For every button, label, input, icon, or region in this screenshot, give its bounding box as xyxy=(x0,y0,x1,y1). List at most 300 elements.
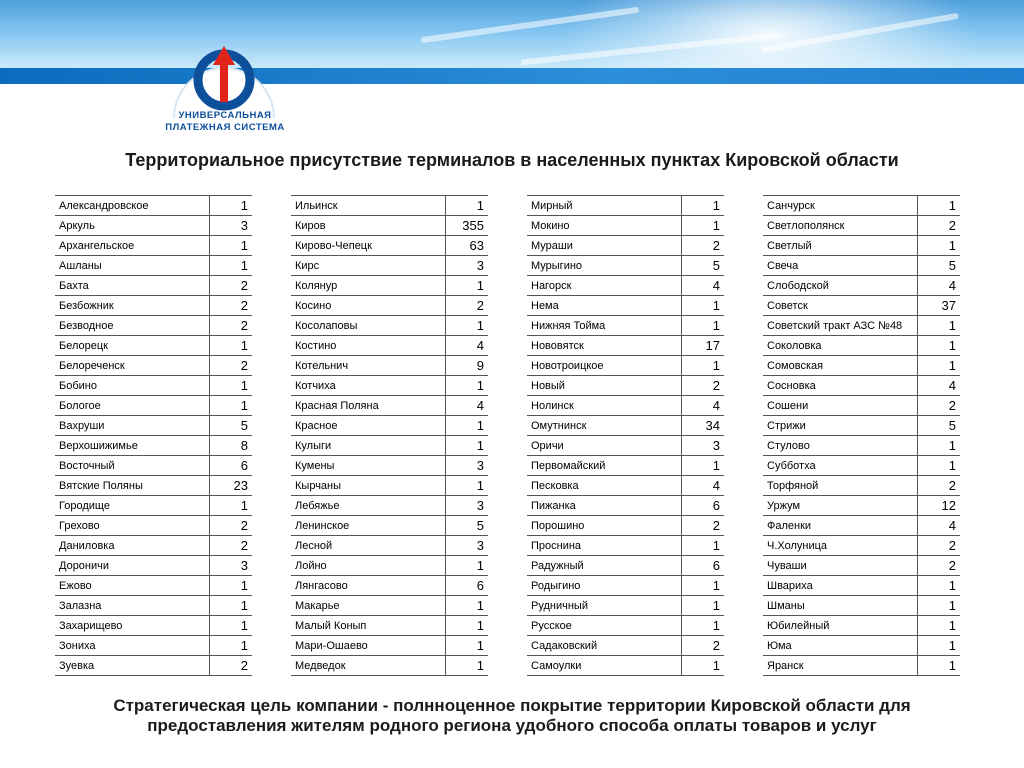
terminal-count: 5 xyxy=(210,416,253,436)
table-row xyxy=(291,356,488,376)
settlement-name: Советский тракт АЗС №48 xyxy=(763,316,918,336)
terminal-count: 2 xyxy=(210,316,253,336)
table-row xyxy=(55,336,252,356)
table-row xyxy=(291,496,488,516)
table-row xyxy=(763,356,960,376)
terminal-count: 1 xyxy=(446,636,489,656)
terminal-count: 3 xyxy=(210,216,253,236)
table-row xyxy=(291,636,488,656)
table-row xyxy=(763,636,960,656)
table-row xyxy=(291,456,488,476)
terminal-count: 2 xyxy=(682,376,725,396)
table-row xyxy=(55,276,252,296)
settlement-name: Котельнич xyxy=(291,356,446,376)
settlement-name: Белореченск xyxy=(55,356,210,376)
terminal-count: 4 xyxy=(682,396,725,416)
table-row xyxy=(763,496,960,516)
settlement-name: Красная Поляна xyxy=(291,396,446,416)
terminal-count: 1 xyxy=(446,616,489,636)
settlement-name: Стулово xyxy=(763,436,918,456)
settlement-name: Вахруши xyxy=(55,416,210,436)
terminal-count: 2 xyxy=(210,356,253,376)
table-row xyxy=(763,416,960,436)
settlement-name: Фаленки xyxy=(763,516,918,536)
settlement-name: Мокино xyxy=(527,216,682,236)
logo-line-1: УНИВЕРСАЛЬНАЯ xyxy=(178,110,272,121)
terminal-count: 2 xyxy=(210,516,253,536)
settlement-name: Юбилейный xyxy=(763,616,918,636)
table-row xyxy=(291,416,488,436)
table-row xyxy=(763,316,960,336)
settlement-name: Вятские Поляны xyxy=(55,476,210,496)
settlement-name: Сомовская xyxy=(763,356,918,376)
settlement-name: Юма xyxy=(763,636,918,656)
logo-mark-icon xyxy=(164,18,284,118)
terminal-count: 2 xyxy=(682,516,725,536)
terminal-count: 1 xyxy=(210,636,253,656)
table-row xyxy=(763,236,960,256)
terminal-count: 1 xyxy=(210,256,253,276)
settlement-name: Киров xyxy=(291,216,446,236)
settlement-name: Ленинское xyxy=(291,516,446,536)
table-row xyxy=(55,416,252,436)
table-row xyxy=(763,596,960,616)
terminal-count: 1 xyxy=(210,236,253,256)
table-row xyxy=(55,516,252,536)
table-row xyxy=(55,536,252,556)
settlement-name: Косолаповы xyxy=(291,316,446,336)
terminal-count: 355 xyxy=(446,216,489,236)
table-row xyxy=(763,336,960,356)
settlement-name: Сошени xyxy=(763,396,918,416)
settlement-name: Кумены xyxy=(291,456,446,476)
table-row xyxy=(527,636,724,656)
settlement-name: Пижанка xyxy=(527,496,682,516)
table-row xyxy=(55,436,252,456)
terminal-count: 6 xyxy=(210,456,253,476)
table-row xyxy=(55,296,252,316)
terminal-count: 1 xyxy=(682,356,725,376)
table-row xyxy=(527,536,724,556)
settlement-name: Лебяжье xyxy=(291,496,446,516)
table-row xyxy=(527,236,724,256)
terminal-count: 63 xyxy=(446,236,489,256)
settlement-name: Малый Конып xyxy=(291,616,446,636)
table-row xyxy=(763,296,960,316)
table-row xyxy=(763,196,960,216)
terminal-count: 1 xyxy=(918,596,961,616)
settlement-name: Мари-Ошаево xyxy=(291,636,446,656)
terminal-count: 4 xyxy=(918,276,961,296)
settlements-table-4 xyxy=(763,195,960,676)
table-row xyxy=(763,476,960,496)
settlement-name: Городище xyxy=(55,496,210,516)
table-row xyxy=(527,476,724,496)
strategy-line-2: предоставления жителям родного региона удобного способа оплаты товаров и услуг xyxy=(147,716,877,735)
table-row xyxy=(527,296,724,316)
settlement-name: Даниловка xyxy=(55,536,210,556)
terminal-count: 37 xyxy=(918,296,961,316)
table-row xyxy=(55,396,252,416)
terminal-count: 1 xyxy=(446,376,489,396)
page-title: Территориальное присутствие терминалов в населенных пунктах Кировской области xyxy=(125,150,899,170)
terminal-count: 1 xyxy=(446,596,489,616)
terminal-count: 1 xyxy=(446,416,489,436)
settlements-table-2 xyxy=(291,195,488,676)
settlement-name: Косино xyxy=(291,296,446,316)
terminal-count: 1 xyxy=(210,596,253,616)
terminal-count: 1 xyxy=(918,356,961,376)
settlement-name: Новотроицкое xyxy=(527,356,682,376)
table-row xyxy=(291,596,488,616)
table-row xyxy=(527,596,724,616)
table-row xyxy=(55,556,252,576)
terminal-count: 1 xyxy=(918,656,961,676)
table-row xyxy=(763,576,960,596)
terminal-count: 1 xyxy=(682,196,725,216)
settlement-name: Садаковский xyxy=(527,636,682,656)
terminal-count: 1 xyxy=(918,436,961,456)
settlement-name: Уржум xyxy=(763,496,918,516)
table-row xyxy=(763,376,960,396)
settlement-name: Мураши xyxy=(527,236,682,256)
terminal-count: 1 xyxy=(446,556,489,576)
terminal-count: 4 xyxy=(446,396,489,416)
settlement-name: Самоулки xyxy=(527,656,682,676)
table-row xyxy=(527,256,724,276)
table-row xyxy=(763,276,960,296)
terminal-count: 34 xyxy=(682,416,725,436)
settlement-name: Безбожник xyxy=(55,296,210,316)
settlement-name: Песковка xyxy=(527,476,682,496)
settlement-name: Светлополянск xyxy=(763,216,918,236)
terminal-count: 4 xyxy=(682,276,725,296)
settlement-name: Кирово-Чепецк xyxy=(291,236,446,256)
terminal-count: 5 xyxy=(446,516,489,536)
settlement-name: Лойно xyxy=(291,556,446,576)
terminal-count: 3 xyxy=(446,456,489,476)
settlement-name: Нолинск xyxy=(527,396,682,416)
settlement-name: Нововятск xyxy=(527,336,682,356)
terminal-count: 1 xyxy=(210,376,253,396)
terminal-count: 5 xyxy=(918,416,961,436)
table-row xyxy=(527,396,724,416)
settlement-name: Кирс xyxy=(291,256,446,276)
settlement-name: Радужный xyxy=(527,556,682,576)
terminal-count: 1 xyxy=(210,576,253,596)
settlement-name: Мирный xyxy=(527,196,682,216)
terminal-count: 2 xyxy=(918,216,961,236)
table-row xyxy=(763,536,960,556)
terminal-count: 2 xyxy=(210,536,253,556)
table-row xyxy=(291,656,488,676)
terminal-count: 2 xyxy=(210,656,253,676)
terminal-count: 2 xyxy=(210,276,253,296)
terminal-count: 1 xyxy=(918,616,961,636)
table-row xyxy=(527,576,724,596)
terminal-count: 2 xyxy=(446,296,489,316)
terminal-count: 1 xyxy=(210,396,253,416)
settlement-name: Новый xyxy=(527,376,682,396)
settlement-name: Русское xyxy=(527,616,682,636)
terminal-count: 2 xyxy=(918,556,961,576)
settlement-name: Архангельское xyxy=(55,236,210,256)
settlements-table-3 xyxy=(527,195,724,676)
settlement-name: Торфяной xyxy=(763,476,918,496)
table-row xyxy=(527,216,724,236)
terminal-count: 2 xyxy=(682,236,725,256)
terminal-count: 9 xyxy=(446,356,489,376)
settlement-name: Аркуль xyxy=(55,216,210,236)
table-row xyxy=(55,316,252,336)
terminal-count: 1 xyxy=(446,476,489,496)
table-row xyxy=(763,456,960,476)
table-row xyxy=(527,456,724,476)
table-row xyxy=(291,536,488,556)
table-row xyxy=(55,236,252,256)
table-row xyxy=(291,376,488,396)
table-row xyxy=(291,436,488,456)
settlement-name: Захарищево xyxy=(55,616,210,636)
settlement-name: Белорецк xyxy=(55,336,210,356)
settlement-name: Шварихa xyxy=(763,576,918,596)
settlement-name: Костино xyxy=(291,336,446,356)
terminal-count: 3 xyxy=(446,496,489,516)
table-row xyxy=(763,556,960,576)
terminal-count: 1 xyxy=(446,656,489,676)
settlement-name: Бахта xyxy=(55,276,210,296)
table-row xyxy=(527,336,724,356)
table-row xyxy=(527,356,724,376)
terminal-count: 1 xyxy=(918,236,961,256)
terminal-count: 2 xyxy=(682,636,725,656)
table-row xyxy=(291,236,488,256)
table-row xyxy=(291,256,488,276)
settlement-name: Бобино xyxy=(55,376,210,396)
table-row xyxy=(527,436,724,456)
terminal-count: 1 xyxy=(918,316,961,336)
terminal-count: 2 xyxy=(918,536,961,556)
table-row xyxy=(55,576,252,596)
settlement-name: Советск xyxy=(763,296,918,316)
table-row xyxy=(55,636,252,656)
table-row xyxy=(291,196,488,216)
settlement-name: Нагорск xyxy=(527,276,682,296)
table-row xyxy=(763,656,960,676)
settlement-name: Грехово xyxy=(55,516,210,536)
table-row xyxy=(763,216,960,236)
table-row xyxy=(527,196,724,216)
terminal-count: 1 xyxy=(446,276,489,296)
settlement-name: Зониха xyxy=(55,636,210,656)
settlement-name: Красное xyxy=(291,416,446,436)
table-row xyxy=(55,476,252,496)
table-row xyxy=(763,436,960,456)
terminal-count: 4 xyxy=(682,476,725,496)
table-row xyxy=(527,496,724,516)
terminal-count: 6 xyxy=(446,576,489,596)
table-row xyxy=(55,376,252,396)
terminal-count: 12 xyxy=(918,496,961,516)
settlement-name: Светлый xyxy=(763,236,918,256)
settlement-name: Восточный xyxy=(55,456,210,476)
terminal-count: 1 xyxy=(682,316,725,336)
terminal-count: 6 xyxy=(682,496,725,516)
terminal-count: 1 xyxy=(210,616,253,636)
terminal-count: 4 xyxy=(918,516,961,536)
terminal-count: 4 xyxy=(918,376,961,396)
settlement-name: Свеча xyxy=(763,256,918,276)
settlement-name: Оричи xyxy=(527,436,682,456)
table-row xyxy=(527,616,724,636)
table-row xyxy=(527,556,724,576)
table-row xyxy=(291,396,488,416)
terminal-count: 1 xyxy=(210,496,253,516)
terminal-count: 8 xyxy=(210,436,253,456)
settlement-name: Безводное xyxy=(55,316,210,336)
table-row xyxy=(55,256,252,276)
terminal-count: 1 xyxy=(682,456,725,476)
table-row xyxy=(291,276,488,296)
settlement-name: Ч.Холуница xyxy=(763,536,918,556)
terminal-count: 1 xyxy=(918,456,961,476)
settlement-name: Верхошижимье xyxy=(55,436,210,456)
settlement-name: Медведок xyxy=(291,656,446,676)
settlements-table-1 xyxy=(55,195,252,676)
terminal-count: 2 xyxy=(210,296,253,316)
terminal-count: 3 xyxy=(446,256,489,276)
terminal-count: 5 xyxy=(918,256,961,276)
terminal-count: 1 xyxy=(210,336,253,356)
terminal-count: 1 xyxy=(682,576,725,596)
table-row xyxy=(763,256,960,276)
strategy-line-1: Стратегическая цель компании - полнноценное покрытие территории Кировской области для xyxy=(113,696,911,715)
settlement-name: Проснина xyxy=(527,536,682,556)
settlement-name: Нема xyxy=(527,296,682,316)
table-row xyxy=(291,476,488,496)
table-row xyxy=(527,276,724,296)
settlement-name: Кулыги xyxy=(291,436,446,456)
table-row xyxy=(55,356,252,376)
terminal-count: 17 xyxy=(682,336,725,356)
settlement-name: Ильинск xyxy=(291,196,446,216)
table-row xyxy=(291,556,488,576)
table-row xyxy=(763,516,960,536)
table-row xyxy=(527,416,724,436)
table-row xyxy=(55,216,252,236)
table-row xyxy=(55,196,252,216)
settlement-name: Рудничный xyxy=(527,596,682,616)
terminal-count: 1 xyxy=(682,616,725,636)
table-row xyxy=(291,336,488,356)
settlement-name: Макарье xyxy=(291,596,446,616)
table-row xyxy=(527,516,724,536)
terminal-count: 1 xyxy=(918,196,961,216)
settlement-name: Шманы xyxy=(763,596,918,616)
settlement-name: Дороничи xyxy=(55,556,210,576)
settlement-name: Санчурск xyxy=(763,196,918,216)
table-row xyxy=(763,616,960,636)
terminal-count: 1 xyxy=(918,636,961,656)
settlement-name: Ежово xyxy=(55,576,210,596)
terminal-count: 1 xyxy=(918,576,961,596)
settlement-name: Сосновка xyxy=(763,376,918,396)
settlement-name: Нижняя Тойма xyxy=(527,316,682,336)
settlement-name: Родыгино xyxy=(527,576,682,596)
table-row xyxy=(527,316,724,336)
terminal-count: 1 xyxy=(446,196,489,216)
company-logo xyxy=(150,18,300,138)
settlement-name: Порошино xyxy=(527,516,682,536)
settlement-name: Кырчаны xyxy=(291,476,446,496)
terminal-count: 4 xyxy=(446,336,489,356)
table-row xyxy=(291,616,488,636)
settlement-name: Лянгасово xyxy=(291,576,446,596)
settlement-name: Субботха xyxy=(763,456,918,476)
settlement-name: Александровское xyxy=(55,196,210,216)
terminal-count: 2 xyxy=(918,476,961,496)
settlement-name: Омутнинск xyxy=(527,416,682,436)
strategy-statement xyxy=(0,696,1024,736)
terminal-count: 5 xyxy=(682,256,725,276)
table-row xyxy=(291,216,488,236)
terminal-count: 1 xyxy=(682,536,725,556)
terminal-count: 6 xyxy=(682,556,725,576)
table-row xyxy=(55,596,252,616)
table-row xyxy=(763,396,960,416)
settlement-name: Первомайский xyxy=(527,456,682,476)
terminal-count: 1 xyxy=(918,336,961,356)
table-row xyxy=(55,616,252,636)
terminal-count: 1 xyxy=(682,656,725,676)
table-row xyxy=(55,456,252,476)
table-row xyxy=(291,516,488,536)
settlement-name: Зуевка xyxy=(55,656,210,676)
table-row xyxy=(527,376,724,396)
settlement-name: Стрижи xyxy=(763,416,918,436)
settlement-name: Слободской xyxy=(763,276,918,296)
terminal-count: 1 xyxy=(682,296,725,316)
logo-line-2: ПЛАТЕЖНАЯ СИСТЕМА xyxy=(165,122,285,133)
terminal-count: 3 xyxy=(446,536,489,556)
terminal-count: 3 xyxy=(210,556,253,576)
terminal-count: 1 xyxy=(446,316,489,336)
table-row xyxy=(291,316,488,336)
terminal-count: 1 xyxy=(446,436,489,456)
terminal-count: 1 xyxy=(210,196,253,216)
settlement-name: Яранск xyxy=(763,656,918,676)
settlement-name: Котчиха xyxy=(291,376,446,396)
logo-text xyxy=(150,110,300,134)
settlement-name: Ашланы xyxy=(55,256,210,276)
terminal-count: 1 xyxy=(682,216,725,236)
terminal-count: 2 xyxy=(918,396,961,416)
settlement-name: Соколовка xyxy=(763,336,918,356)
table-row xyxy=(55,496,252,516)
table-row xyxy=(527,656,724,676)
settlement-name: Мурыгино xyxy=(527,256,682,276)
settlement-name: Залазна xyxy=(55,596,210,616)
settlement-name: Чуваши xyxy=(763,556,918,576)
settlement-name: Лесной xyxy=(291,536,446,556)
terminals-tables xyxy=(0,195,1024,675)
terminal-count: 3 xyxy=(682,436,725,456)
settlement-name: Бологое xyxy=(55,396,210,416)
table-row xyxy=(291,296,488,316)
table-row xyxy=(55,656,252,676)
table-row xyxy=(291,576,488,596)
terminal-count: 23 xyxy=(210,476,253,496)
